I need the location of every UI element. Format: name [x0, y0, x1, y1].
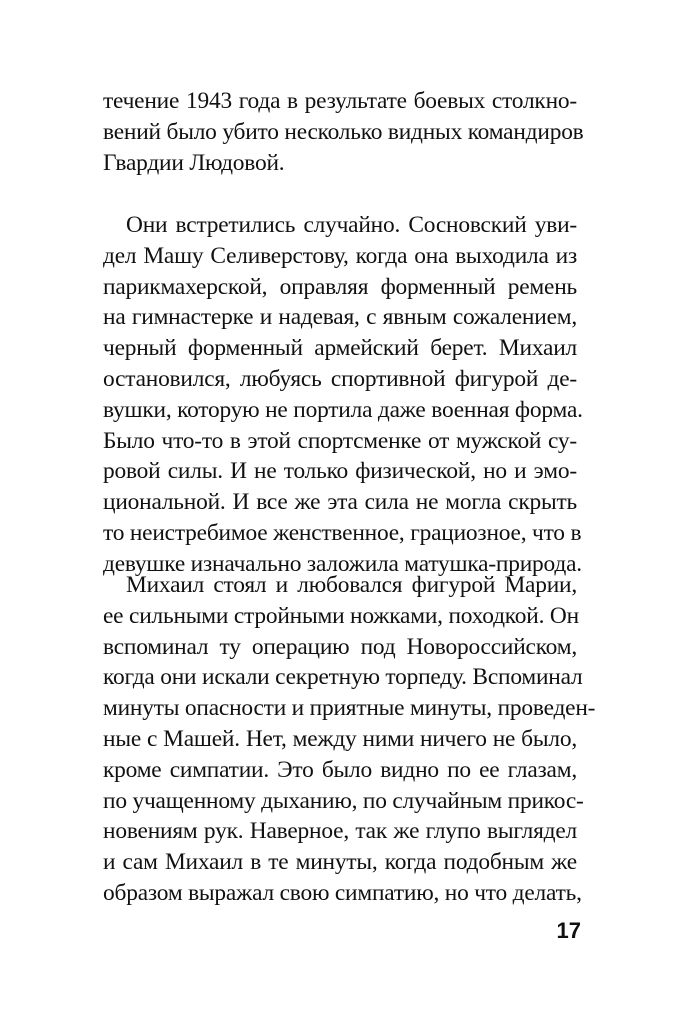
- text-line: остановился, любуясь спортивной фигурой де-: [103, 365, 577, 392]
- text-line: то неистребимое женственное, грациозное, что в: [103, 519, 582, 546]
- page-number: 17: [556, 918, 581, 943]
- text-line: девушке изначально заложила матушка-природа.: [103, 550, 582, 577]
- text-line: Они встретились случайно. Сосновский уви-: [126, 212, 577, 238]
- text-line: дел Машу Селиверстову, когда она выходила из: [103, 242, 577, 269]
- text-line: вспоминал ту операцию под Новороссийском,: [103, 633, 577, 660]
- text-line: новениям рук. Наверное, так же глупо выглядел: [103, 818, 577, 845]
- text-line: образом выражал свою симпатию, но что делать,: [103, 879, 582, 906]
- text-line: Михаил стоял и любовался фигурой Марии,: [126, 572, 577, 598]
- text-line: черный форменный армейский берет. Михаил: [103, 335, 577, 362]
- text-line: ее сильными стройными ножками, походкой. Он: [103, 602, 579, 629]
- text-line: парикмахерской, оправляя форменный ремень: [103, 273, 577, 300]
- text-line: течение 1943 года в результате боевых столкно-: [103, 88, 577, 114]
- paragraph-1: [103, 86, 584, 178]
- text-line: вушки, которую не портила даже военная форма.: [103, 396, 583, 423]
- text-line: Было что-то в этой спортсменке от мужской су-: [103, 427, 577, 454]
- paragraph-2: [103, 210, 583, 580]
- text-line: и сам Михаил в те минуты, когда подобным же: [103, 849, 577, 876]
- text-line: вений было убито несколько видных командиров: [103, 118, 584, 145]
- text-line: когда они искали секретную торпеду. Вспоминал: [103, 664, 583, 691]
- text-line: на гимнастерке и надевая, с явным сожалением,: [103, 304, 577, 331]
- text-line: циональной. И все же эта сила не могла скрыть: [103, 489, 577, 516]
- text-line: по учащенному дыханию, по случайным прикос-: [103, 787, 584, 814]
- text-line: кроме симпатии. Это было видно по ее глазам,: [103, 756, 577, 783]
- text-line: ные с Машей. Нет, между ними ничего не было,: [103, 725, 577, 752]
- paragraph-3: [103, 570, 596, 909]
- text-line: ровой силы. И не только физической, но и эмо-: [103, 458, 577, 485]
- text-line: Гвардии Людовой.: [103, 149, 285, 176]
- text-line: минуты опасности и приятные минуты, проведен-: [103, 695, 596, 722]
